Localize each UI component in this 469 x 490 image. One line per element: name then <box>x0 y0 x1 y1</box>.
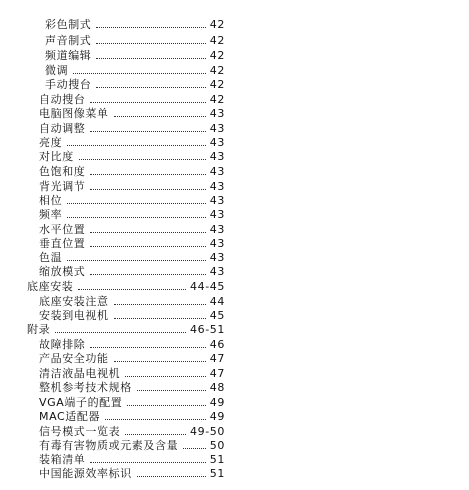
toc-entry <box>39 380 225 394</box>
toc-leader-dots <box>67 203 206 204</box>
toc-entry-title: 安装到电视机 <box>39 309 109 322</box>
toc-entry-title: 整机参考技术规格 <box>39 381 132 394</box>
toc-leader-dots <box>67 217 206 218</box>
toc-leader-dots <box>67 145 206 146</box>
toc-entry <box>39 264 225 278</box>
toc-entry-page: 43 <box>209 265 225 278</box>
toc-leader-dots <box>137 476 206 477</box>
toc-entry-title: 亮度 <box>39 136 63 149</box>
toc-leader-dots <box>90 102 205 103</box>
toc-entry-title: 故障排除 <box>39 338 86 351</box>
toc-leader-dots <box>90 232 205 233</box>
toc-entry-page: 42 <box>209 34 225 47</box>
toc-entry <box>39 294 225 308</box>
toc-entry-page: 43 <box>209 237 225 250</box>
toc-entry-page: 42 <box>209 18 225 31</box>
toc-leader-dots <box>90 174 205 175</box>
toc-entry <box>39 337 225 351</box>
toc-leader-dots <box>90 462 205 463</box>
toc-entry-page: 45 <box>209 309 225 322</box>
toc-entry <box>39 222 225 236</box>
toc-leader-dots <box>114 361 206 362</box>
toc-entry-title: 清洁液晶电视机 <box>39 367 121 380</box>
toc-entry-title: 对比度 <box>39 150 74 163</box>
toc-leader-dots <box>73 73 206 74</box>
toc-entry-title: 自动调整 <box>39 122 86 135</box>
toc-leader-dots <box>96 27 205 28</box>
toc-leader-dots <box>127 405 205 406</box>
toc-entry-page: 46 <box>209 338 225 351</box>
toc-entry <box>39 466 225 480</box>
toc-entry-title: 装箱清单 <box>39 453 86 466</box>
toc-entry <box>45 17 225 31</box>
toc-entry-page: 43 <box>209 251 225 264</box>
toc-entry-page: 43 <box>209 122 225 135</box>
toc-entry <box>39 149 225 163</box>
toc-entry-page: 43 <box>209 208 225 221</box>
toc-entry <box>39 135 225 149</box>
toc-leader-dots <box>96 43 205 44</box>
toc-entry-page: 49 <box>209 410 225 423</box>
toc-entry-title: MAC适配器 <box>39 410 101 423</box>
toc-entry-title: 色饱和度 <box>39 165 86 178</box>
toc-entry-title: 彩色制式 <box>45 18 92 31</box>
toc-entry-page: 44-45 <box>190 280 225 293</box>
toc-entry-page: 46-51 <box>190 323 225 336</box>
toc-entry-page: 43 <box>209 150 225 163</box>
toc-entry <box>39 424 225 438</box>
toc-leader-dots <box>79 159 206 160</box>
toc-section-title: 附录 <box>27 323 51 336</box>
toc-leader-dots <box>55 332 186 333</box>
toc-leader-dots <box>90 347 205 348</box>
toc-entry-page: 51 <box>209 453 225 466</box>
toc-entry-title: 频道编辑 <box>45 49 92 62</box>
toc-leader-dots <box>90 131 205 132</box>
toc-entry-page: 51 <box>209 467 225 480</box>
toc-leader-dots <box>125 434 186 435</box>
toc-entry-page: 43 <box>209 223 225 236</box>
toc-entry <box>39 179 225 193</box>
toc-entry-page: 43 <box>209 194 225 207</box>
toc-leader-dots <box>125 376 206 377</box>
toc-leader-dots <box>67 260 206 261</box>
toc-entry-page: 47 <box>209 352 225 365</box>
toc-entry <box>45 63 225 77</box>
toc-leader-dots <box>96 87 205 88</box>
toc-entry <box>39 366 225 380</box>
toc-entry <box>39 250 225 264</box>
toc-leader-dots <box>90 246 205 247</box>
toc-entry-title: 水平位置 <box>39 223 86 236</box>
toc-leader-dots <box>105 419 206 420</box>
toc-section-entry <box>27 279 225 293</box>
toc-entry-page: 44 <box>209 295 225 308</box>
toc-entry-title: 信号模式一览表 <box>39 425 121 438</box>
toc-entry-title: 自动搜台 <box>39 93 86 106</box>
toc-entry-page: 43 <box>209 180 225 193</box>
toc-entry-title: 相位 <box>39 194 63 207</box>
toc-section-entry <box>27 322 225 336</box>
toc-entry-title: 垂直位置 <box>39 237 86 250</box>
toc-entry <box>39 106 225 120</box>
toc-entry-title: 中国能源效率标识 <box>39 467 132 480</box>
toc-entry <box>39 236 225 250</box>
toc-leader-dots <box>137 390 206 391</box>
toc-leader-dots <box>90 274 205 275</box>
toc-leader-dots <box>90 189 205 190</box>
toc-entry-page: 43 <box>209 136 225 149</box>
toc-entry-page: 42 <box>209 78 225 91</box>
toc-entry-page: 48 <box>209 381 225 394</box>
toc-entry-title: 声音制式 <box>45 34 92 47</box>
toc-entry-title: 产品安全功能 <box>39 352 109 365</box>
toc-leader-dots <box>114 318 206 319</box>
toc-leader-dots <box>183 448 206 449</box>
toc-entry <box>39 164 225 178</box>
toc-entry <box>39 438 225 452</box>
toc-section-title: 底座安装 <box>27 280 74 293</box>
toc-leader-dots <box>114 304 206 305</box>
toc-entry <box>39 207 225 221</box>
toc-entry-page: 49 <box>209 396 225 409</box>
toc-entry-page: 43 <box>209 107 225 120</box>
toc-entry <box>45 33 225 47</box>
toc-entry-title: 色温 <box>39 251 63 264</box>
toc-entry <box>39 92 225 106</box>
toc-leader-dots <box>114 116 206 117</box>
toc-entry <box>39 351 225 365</box>
toc-entry <box>45 48 225 62</box>
toc-entry <box>39 452 225 466</box>
toc-entry-title: VGA端子的配置 <box>39 396 123 409</box>
toc-leader-dots <box>78 289 186 290</box>
toc-entry-title: 缩放模式 <box>39 265 86 278</box>
toc-entry <box>39 193 225 207</box>
toc-entry-title: 频率 <box>39 208 63 221</box>
toc-entry-page: 42 <box>209 93 225 106</box>
toc-entry-title: 有毒有害物质或元素及含量 <box>39 439 179 452</box>
toc-leader-dots <box>96 58 205 59</box>
toc-entry-title: 手动搜台 <box>45 78 92 91</box>
toc-entry <box>39 395 225 409</box>
toc-entry-page: 42 <box>209 64 225 77</box>
toc-entry-page: 50 <box>209 439 225 452</box>
toc-entry-page: 47 <box>209 367 225 380</box>
toc-entry <box>39 121 225 135</box>
toc-entry-title: 微调 <box>45 64 69 77</box>
toc-entry-title: 电脑图像菜单 <box>39 107 109 120</box>
toc-entry <box>39 409 225 423</box>
toc-entry-page: 43 <box>209 165 225 178</box>
toc-entry-page: 49-50 <box>190 425 225 438</box>
toc-entry <box>39 308 225 322</box>
toc-entry-title: 底座安装注意 <box>39 295 109 308</box>
toc-entry-title: 背光调节 <box>39 180 86 193</box>
toc-entry <box>45 77 225 91</box>
toc-entry-page: 42 <box>209 49 225 62</box>
